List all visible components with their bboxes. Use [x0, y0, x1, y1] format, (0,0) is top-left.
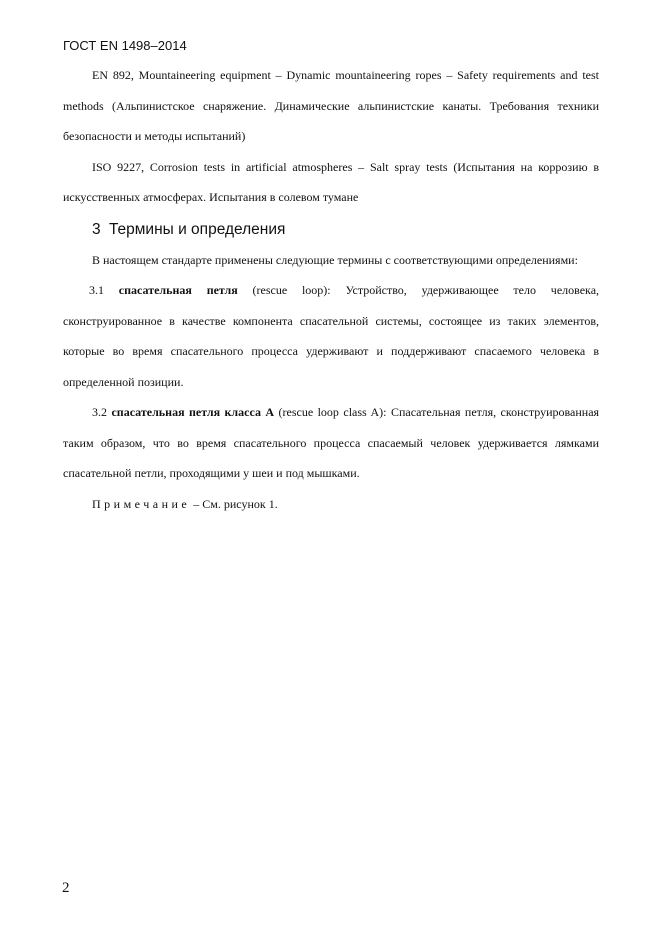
term-number: 3.1 [89, 283, 104, 297]
term-definition: Спасательная петля, сконструированная таким образом, что во время спасательного процесса спасаемый человек удерживается лямками спасательной петли, проходящими у шеи и под мышками. [63, 405, 600, 480]
term-english: (rescue loop): [252, 283, 331, 297]
section-number: 3 [92, 220, 101, 238]
term-3-1 [63, 275, 599, 397]
term-name: спасательная петля класса А [111, 405, 275, 419]
note-text: – См. рисунок 1. [193, 496, 278, 511]
document-body [63, 60, 599, 519]
term-name: спасательная петля [118, 283, 238, 297]
note-label: Примечание [92, 496, 191, 511]
term-definition: Устройство, удерживающее тело человека, сконструированное в качестве компонента спасательной системы, состоящее из таких элементов, которые во время спасательного процесса удерживают и поддерживают спасаемого человека в определенной позиции. [63, 283, 600, 389]
reference-iso9227: ISO 9227, Corrosion tests in artificial atmospheres – Salt spray tests (Испытания на коррозию в искусственных атмосферах. Испытания в солевом тумане [63, 159, 599, 204]
term-3-2 [63, 397, 599, 489]
document-header: ГОСТ EN 1498–2014 [63, 38, 187, 53]
section-intro: В настоящем стандарте применены следующие термины с соответствующими определениями: [92, 252, 578, 267]
page-number: 2 [62, 880, 70, 896]
reference-en892: EN 892, Mountaineering equipment – Dynamic mountaineering ropes – Safety requirements and test methods (Альпинистское снаряжение. Динамические альпинистские канаты. Требования техники безопасности и методы испытаний) [63, 68, 599, 143]
term-english: (rescue loop class A): [278, 405, 387, 419]
section-heading [63, 215, 599, 245]
note [63, 489, 599, 520]
term-number: 3.2 [92, 405, 107, 419]
section-title: Термины и определения [108, 220, 286, 238]
